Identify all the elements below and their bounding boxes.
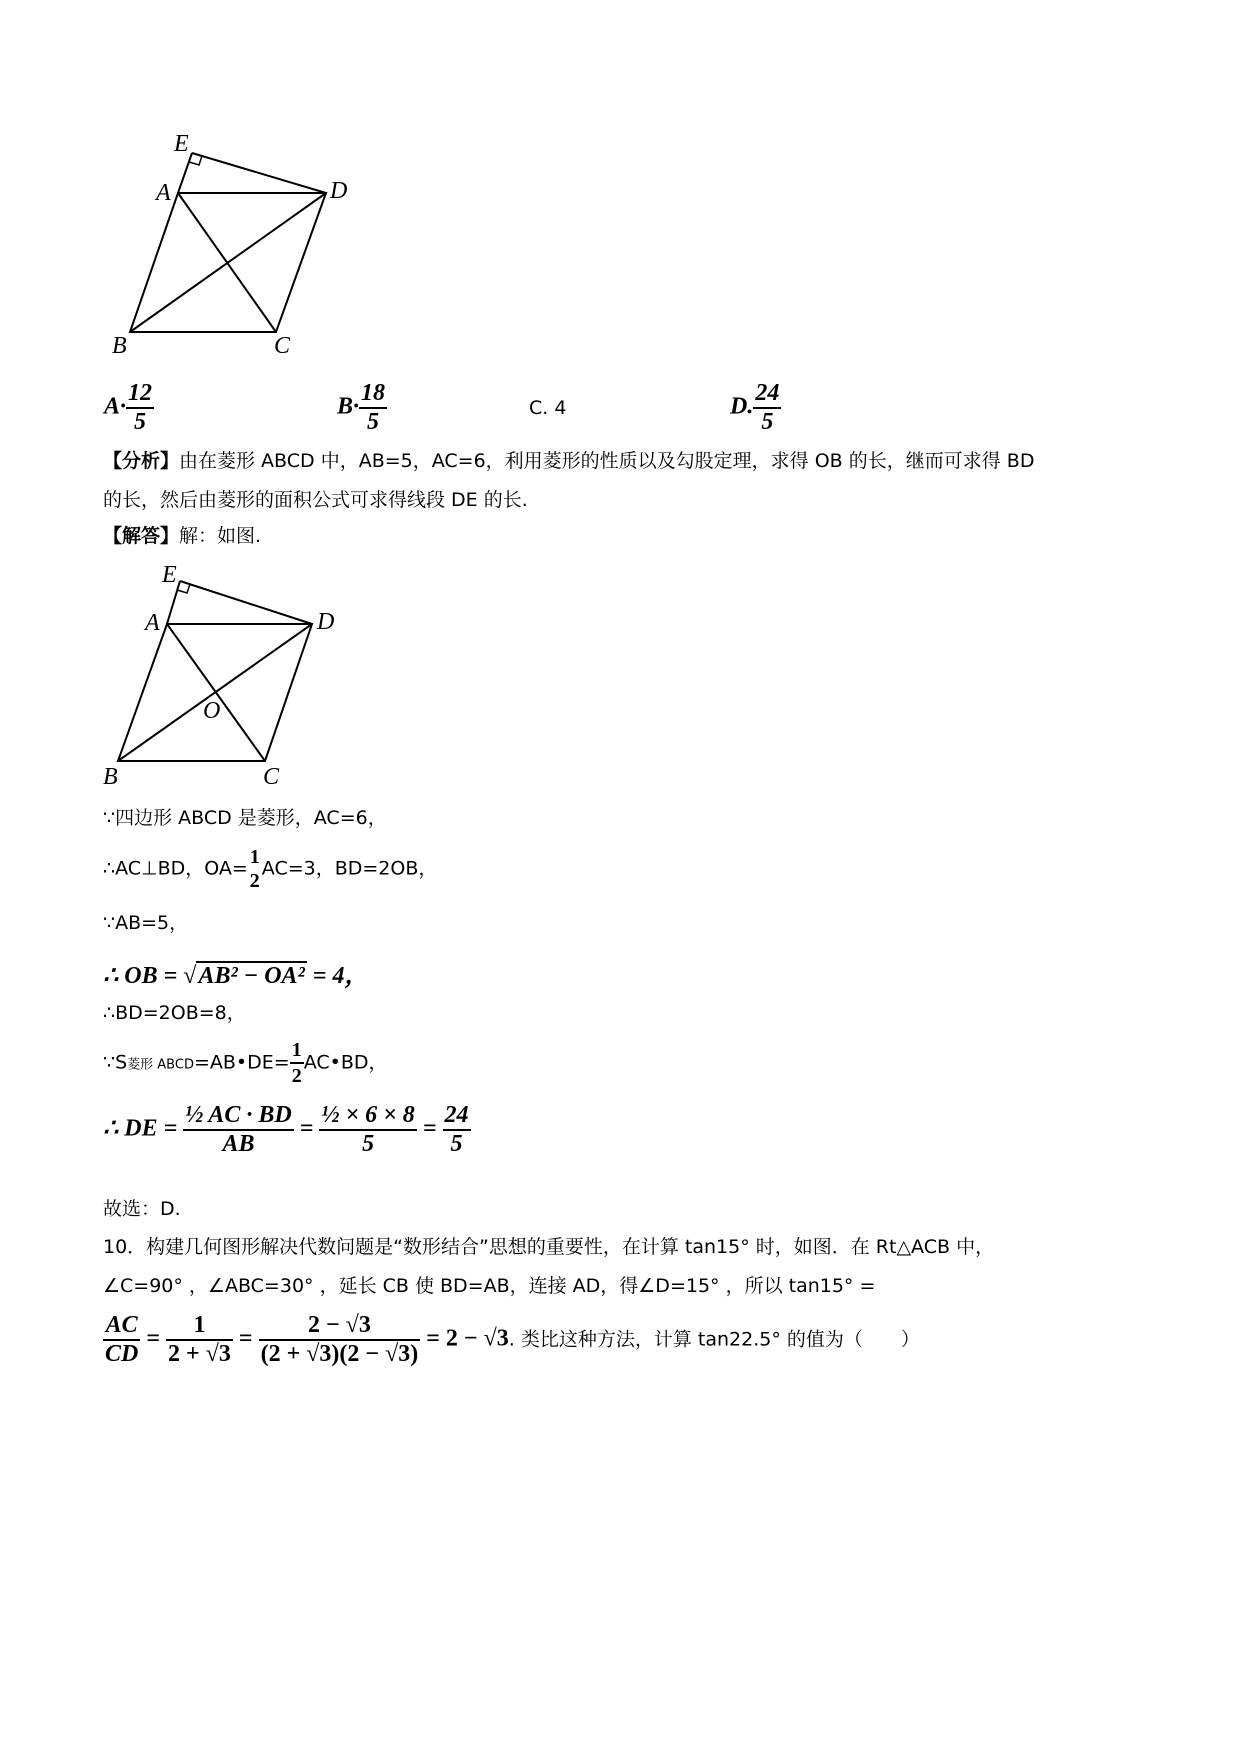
q10-formula: $\frac{AC}{CD}$ = $\frac{1}{2 + √3}$ = $\frac{2 - √3}{(2 + √3)(2 - √3)}$ = 2 − √3. 类比这种方法，计算 tan22.5° 的值为（ ）: [105, 1312, 920, 1367]
option-b-num: 18: [361, 380, 386, 406]
step-4-pre: ∴ OB =: [103, 963, 184, 989]
diagonal-bd: [118, 624, 312, 761]
step-7-f1-num: ½ AC · BD: [185, 1102, 292, 1128]
label-e: E: [174, 131, 189, 157]
option-d-letter: D.: [730, 393, 754, 420]
step-6-mid: =AB•DE=: [193, 1051, 290, 1074]
q10-f1-num: AC: [105, 1312, 138, 1338]
q10-f3-den: (2 + √3)(2 − √3): [260, 1341, 419, 1367]
answer-text: 解：如图.: [179, 525, 262, 547]
option-b: B· $\frac{18}{5}$: [337, 380, 386, 435]
analysis-line-1: [103, 449, 1034, 473]
option-d-den: 5: [761, 409, 774, 435]
step-6-num: 1: [291, 1039, 302, 1061]
answer-tag: 【解答】: [103, 525, 180, 547]
q10-result: = 2 − √3: [426, 1325, 509, 1352]
step-7-f2-num: ½ × 6 × 8: [321, 1102, 415, 1128]
option-d-num: 24: [755, 380, 780, 406]
step-5: ∴BD=2OB=8，: [103, 1002, 246, 1024]
label-b: B: [103, 764, 118, 790]
rhombus-figure-1: [100, 125, 380, 365]
q10-tail: . 类比这种方法，计算 tan22.5° 的值为（ ）: [508, 1328, 920, 1351]
label-d: D: [330, 178, 348, 204]
option-a-letter: A: [104, 393, 121, 420]
option-d: [730, 380, 781, 436]
step-6-pre: ∵S: [103, 1051, 128, 1074]
label-b: B: [112, 333, 127, 359]
label-c: C: [263, 764, 280, 790]
q10-line-2: ∠C=90° ，∠ABC=30° ，延长 CB 使 BD=AB，连接 AD，得∠D=15° ，所以 tan15° =: [103, 1275, 876, 1297]
step-7-f3-den: 5: [450, 1131, 463, 1157]
step-2-post: AC=3，BD=2OB，: [261, 857, 438, 880]
step-2: [103, 845, 437, 893]
sqrt-symbol: √: [183, 963, 197, 989]
step-3: ∵AB=5，: [103, 912, 189, 934]
step-2-num: 1: [249, 846, 260, 868]
option-a-den: 5: [134, 409, 147, 435]
label-c: C: [274, 333, 291, 359]
step-6: [103, 1038, 388, 1088]
step-6-den: 2: [291, 1065, 302, 1087]
rhombus-figure-2: [100, 562, 380, 792]
q10-line-1: 10．构建几何图形解决代数问题是“数形结合”思想的重要性，在计算 tan15° 时，如图．在 Rt△ACB 中，: [103, 1236, 995, 1258]
option-a: A· $\frac{12}{5}$: [104, 380, 153, 435]
step-7-f3-num: 24: [444, 1102, 469, 1128]
q10-f3-num: 2 − √3: [307, 1312, 371, 1338]
step-7-f1-den: AB: [222, 1131, 255, 1157]
step-7-f2-den: 5: [362, 1131, 375, 1157]
q10-f2-num: 1: [193, 1312, 206, 1338]
segment-ed: [192, 153, 326, 193]
analysis-tag: 【分析】: [103, 450, 180, 472]
option-b-letter: B: [337, 393, 354, 420]
segment-ed: [180, 581, 312, 624]
step-8: 故选：D.: [103, 1198, 181, 1220]
label-o: O: [203, 698, 221, 724]
analysis-text-1: 由在菱形 ABCD 中，AB=5，AC=6，利用菱形的性质以及勾股定理，求得 OB 的长，继而可求得 BD: [179, 450, 1035, 472]
label-a: A: [156, 180, 171, 206]
step-4-post: = 4，: [306, 963, 369, 989]
step-4-radicand: AB² − OA²: [198, 963, 305, 989]
label-a: A: [145, 610, 160, 636]
q10-f1-den: CD: [105, 1341, 139, 1367]
analysis-line-2: 的长，然后由菱形的面积公式可求得线段 DE 的长.: [103, 489, 528, 511]
segment-ae: [178, 153, 192, 193]
step-7-pre: ∴ DE =: [103, 1115, 184, 1142]
option-c: C. 4: [529, 397, 567, 419]
step-1: ∵四边形 ABCD 是菱形，AC=6，: [103, 807, 387, 829]
step-2-den: 2: [249, 870, 260, 892]
diagonal-bd: [130, 193, 326, 332]
step-6-post: AC•BD，: [303, 1051, 388, 1074]
option-b-den: 5: [367, 409, 380, 435]
label-d: D: [317, 609, 335, 635]
option-a-num: 12: [128, 380, 153, 406]
step-6-sub: 菱形 ABCD: [127, 1057, 194, 1073]
q10-f2-den: 2 + √3: [168, 1341, 231, 1367]
step-2-pre: ∴AC⊥BD，OA=: [103, 857, 248, 880]
label-e: E: [162, 562, 177, 588]
answer-line: [103, 524, 261, 548]
step-4: [103, 955, 368, 990]
step-7: ∴ DE = $\frac{\text{½ AC · BD}}{AB}$ = $\frac{\text{½ × 6 × 8}}{5}$ = $\frac{24}{5}$: [103, 1102, 469, 1157]
